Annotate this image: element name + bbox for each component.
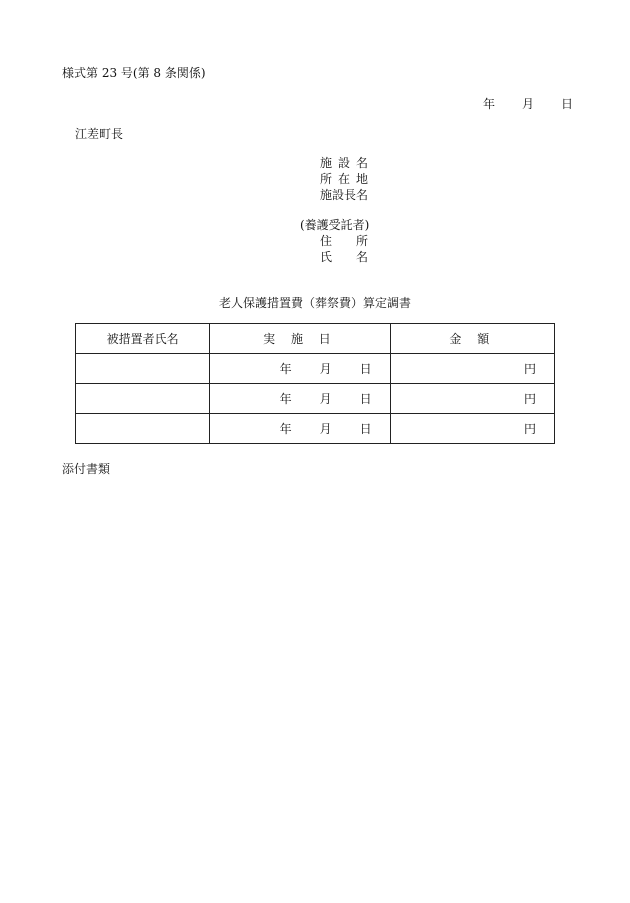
- date-day-label: 日: [560, 97, 573, 111]
- person-name-cell[interactable]: [76, 414, 210, 444]
- year-label: 年: [279, 422, 292, 436]
- submission-date: [483, 95, 573, 112]
- char: 所: [355, 234, 368, 248]
- document-title: 老人保護措置費（葬祭費）算定調書: [218, 296, 411, 310]
- addressee: 江差町長: [75, 127, 124, 141]
- trustee-text: (養護受託者): [300, 218, 370, 232]
- yen-label: 円: [523, 422, 536, 436]
- char: 長: [344, 188, 357, 202]
- char: 在: [337, 172, 350, 186]
- year-label: 年: [279, 392, 292, 406]
- char: 施: [320, 156, 333, 170]
- amount-cell[interactable]: [390, 354, 554, 384]
- day-label: 日: [359, 392, 372, 406]
- director-name-label: [300, 187, 390, 203]
- calculation-table: [75, 323, 555, 444]
- char: 設: [337, 156, 350, 170]
- char: 名: [355, 250, 368, 264]
- attachments-label: 添付書類: [62, 462, 111, 476]
- month-label: 月: [319, 422, 332, 436]
- header-implementation-date: 実 施 日: [210, 324, 390, 354]
- table-row: [76, 354, 555, 384]
- table-header-row: [76, 324, 555, 354]
- table-row: [76, 414, 555, 444]
- date-cell[interactable]: [210, 354, 390, 384]
- date-cell[interactable]: [210, 384, 390, 414]
- amount-cell[interactable]: [390, 414, 554, 444]
- yen-label: 円: [523, 392, 536, 406]
- sender-block: [300, 155, 390, 265]
- location-label: [300, 171, 390, 187]
- person-name-cell[interactable]: [76, 354, 210, 384]
- char: 名: [356, 188, 369, 202]
- char: 住: [320, 234, 333, 248]
- yen-label: 円: [523, 362, 536, 376]
- date-year-label: 年: [483, 97, 496, 111]
- amount-cell[interactable]: [390, 384, 554, 414]
- day-label: 日: [359, 422, 372, 436]
- date-month-label: 月: [521, 97, 534, 111]
- header-person-name: 被措置者氏名: [76, 324, 210, 354]
- person-name-cell[interactable]: [76, 384, 210, 414]
- char: 設: [332, 188, 345, 202]
- char: 名: [355, 156, 368, 170]
- char: 所: [320, 172, 333, 186]
- day-label: 日: [359, 362, 372, 376]
- trustee-label: [300, 217, 390, 233]
- char: 施: [320, 188, 333, 202]
- month-label: 月: [319, 362, 332, 376]
- address-label: [300, 233, 390, 249]
- char: 氏: [320, 250, 333, 264]
- date-cell[interactable]: [210, 414, 390, 444]
- name-label: [300, 249, 390, 265]
- form-number: 様式第 23 号(第 8 条関係): [62, 66, 206, 80]
- month-label: 月: [319, 392, 332, 406]
- facility-name-label: [300, 155, 390, 171]
- char: 地: [355, 172, 368, 186]
- year-label: 年: [279, 362, 292, 376]
- table-row: [76, 384, 555, 414]
- header-amount: 金 額: [390, 324, 554, 354]
